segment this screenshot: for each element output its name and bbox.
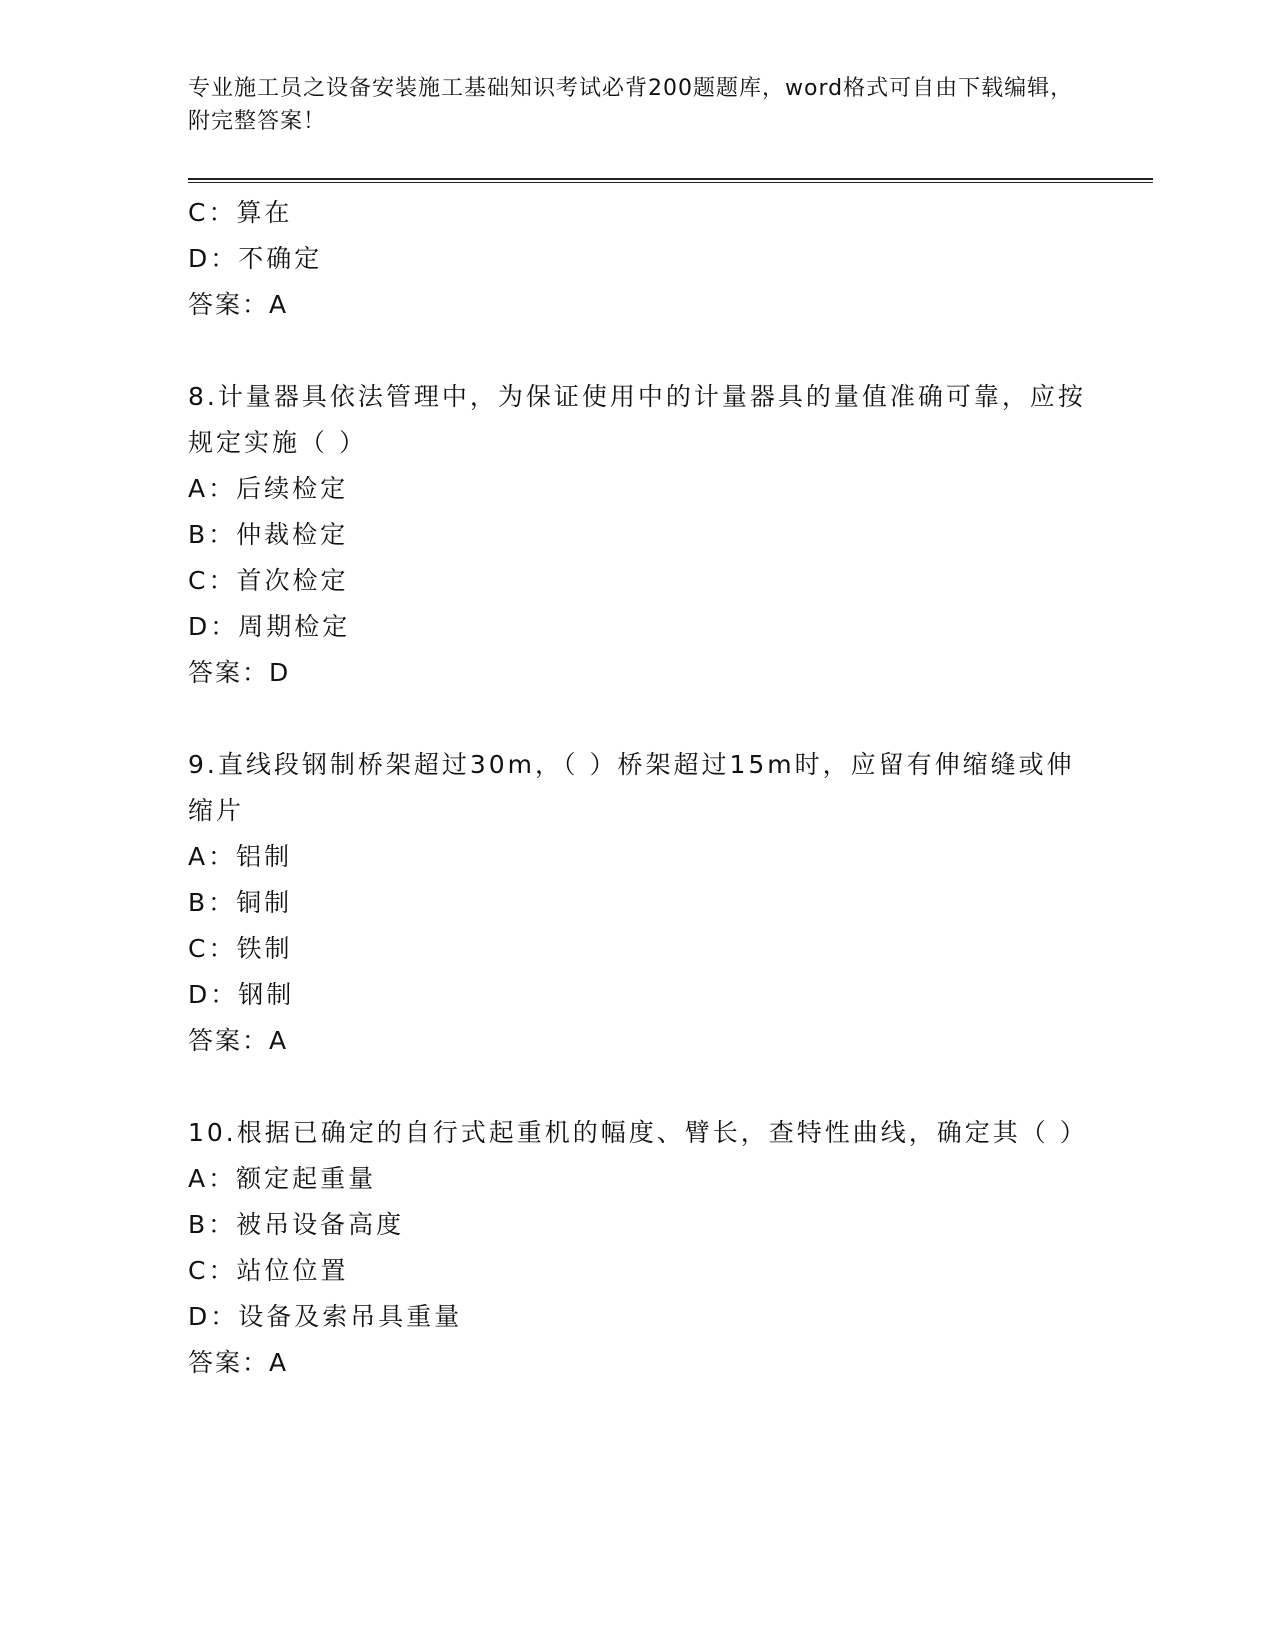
document-header-title: 专业施工员之设备安装施工基础知识考试必背200题题库，word格式可自由下载编辑，附完整答案！ [188,76,1074,134]
spacer [188,1064,1088,1110]
option-c [188,558,1088,604]
question-text: 10.根据已确定的自行式起重机的幅度、臂长，查特性曲线，确定其（ ） [188,1118,1088,1147]
answer-line: 答案：A [188,1026,289,1055]
option-label: A： [188,1164,237,1193]
option-c [188,190,1088,236]
question-text: 8.计量器具依法管理中，为保证使用中的计量器具的量值准确可靠，应按规定实施（ ） [188,382,1086,457]
option-b [188,1202,1088,1248]
option-label: D： [188,980,239,1009]
option-d [188,1294,1088,1340]
option-text: 钢制 [238,980,295,1009]
option-c [188,926,1088,972]
option-text: 算在 [236,198,293,227]
spacer [188,328,1088,374]
question-10 [188,1110,1088,1386]
header-divider [188,178,1153,183]
option-label: D： [188,1302,239,1331]
option-label: A： [188,474,237,503]
option-text: 铝制 [236,842,293,871]
option-label: C： [188,1256,237,1285]
option-text: 周期检定 [238,612,351,641]
option-text: 站位位置 [236,1256,349,1285]
option-text: 设备及索吊具重量 [238,1302,463,1331]
option-d [188,972,1088,1018]
option-label: B： [188,888,237,917]
option-b [188,880,1088,926]
previous-question-continuation [188,190,1088,328]
option-label: A： [188,842,237,871]
option-label: B： [188,1210,237,1239]
option-b [188,512,1088,558]
document-body [188,190,1088,1386]
option-label: D： [188,612,239,641]
option-d [188,604,1088,650]
option-label: C： [188,566,237,595]
option-text: 首次检定 [236,566,349,595]
answer-line: 答案：D [188,658,291,687]
option-label: C： [188,198,237,227]
option-a [188,466,1088,512]
option-c [188,1248,1088,1294]
answer-line: 答案：A [188,290,289,319]
spacer [188,696,1088,742]
option-text: 额定起重量 [236,1164,377,1193]
option-label: C： [188,934,237,963]
option-label: D： [188,244,239,273]
option-text: 铁制 [236,934,293,963]
question-text: 9.直线段钢制桥架超过30m，（ ）桥架超过15m时，应留有伸缩缝或伸缩片 [188,750,1075,825]
option-text: 后续检定 [236,474,349,503]
question-9 [188,742,1088,1064]
option-text: 不确定 [238,244,323,273]
option-text: 被吊设备高度 [236,1210,405,1239]
question-8 [188,374,1088,696]
option-text: 仲裁检定 [236,520,349,549]
option-d [188,236,1088,282]
answer-line: 答案：A [188,1348,289,1377]
option-a [188,834,1088,880]
option-a [188,1156,1088,1202]
option-text: 铜制 [236,888,293,917]
option-label: B： [188,520,237,549]
